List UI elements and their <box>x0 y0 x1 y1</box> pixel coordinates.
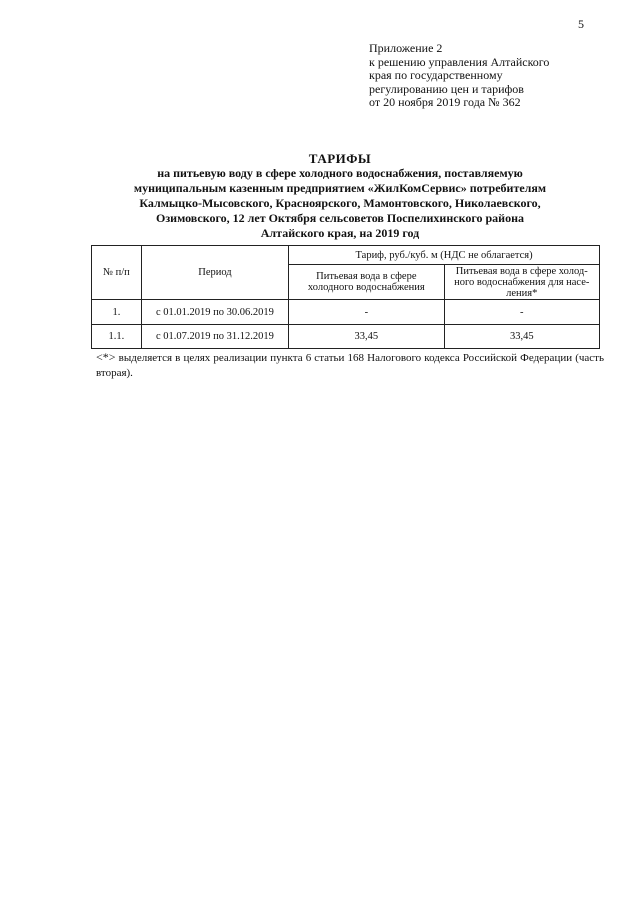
tariff-table <box>91 245 600 349</box>
cell-cold-water: - <box>289 300 444 325</box>
table-row <box>92 325 600 349</box>
table-row <box>92 300 600 325</box>
footnote <box>96 350 604 381</box>
appendix-line: края по государственному <box>369 68 503 82</box>
appendix-line: от 20 ноября 2019 года № 362 <box>369 95 521 109</box>
cell-population: 33,45 <box>444 325 599 349</box>
cell-period: с 01.07.2019 по 31.12.2019 <box>141 325 288 349</box>
cell-cold-water: 33,45 <box>289 325 444 349</box>
header-period: Период <box>141 246 288 300</box>
cell-num: 1.1. <box>92 325 142 349</box>
cell-num: 1. <box>92 300 142 325</box>
header-population: Питьевая вода в сфере холод-ного водоснабжения для насе-ления* <box>444 265 599 300</box>
document-title <box>60 151 620 241</box>
table-header-row <box>92 246 600 265</box>
title-line: Калмыцко-Мысовского, Красноярского, Мамонтовского, Николаевского, <box>139 196 541 210</box>
header-cold-water: Питьевая вода в сфере холодного водоснабжения <box>289 265 444 300</box>
title-main: ТАРИФЫ <box>308 151 372 166</box>
appendix-header <box>369 42 609 110</box>
title-line: Алтайского края, на 2019 год <box>260 226 420 240</box>
footnote-text: выделяется в целях реализации пункта 6 статьи 168 Налогового кодекса Российской Федерации (часть вторая). <box>96 352 605 379</box>
appendix-line: регулированию цен и тарифов <box>369 81 524 96</box>
cell-population: - <box>444 300 599 325</box>
page-number: 5 <box>578 17 584 31</box>
footnote-symbol: <*> <box>96 350 116 364</box>
header-tariff: Тариф, руб./куб. м (НДС не облагается) <box>289 246 600 265</box>
title-line: Озимовского, 12 лет Октября сельсоветов Поспелихинского района <box>156 211 524 225</box>
appendix-line: к решению управления Алтайского <box>369 54 550 69</box>
appendix-line: Приложение 2 <box>369 41 443 55</box>
title-line: на питьевую воду в сфере холодного водоснабжения, поставляемую <box>157 166 523 180</box>
header-num: № п/п <box>92 246 142 300</box>
cell-period: с 01.01.2019 по 30.06.2019 <box>141 300 288 325</box>
title-line: муниципальным казенным предприятием «ЖилКомСервис» потребителям <box>133 181 547 195</box>
